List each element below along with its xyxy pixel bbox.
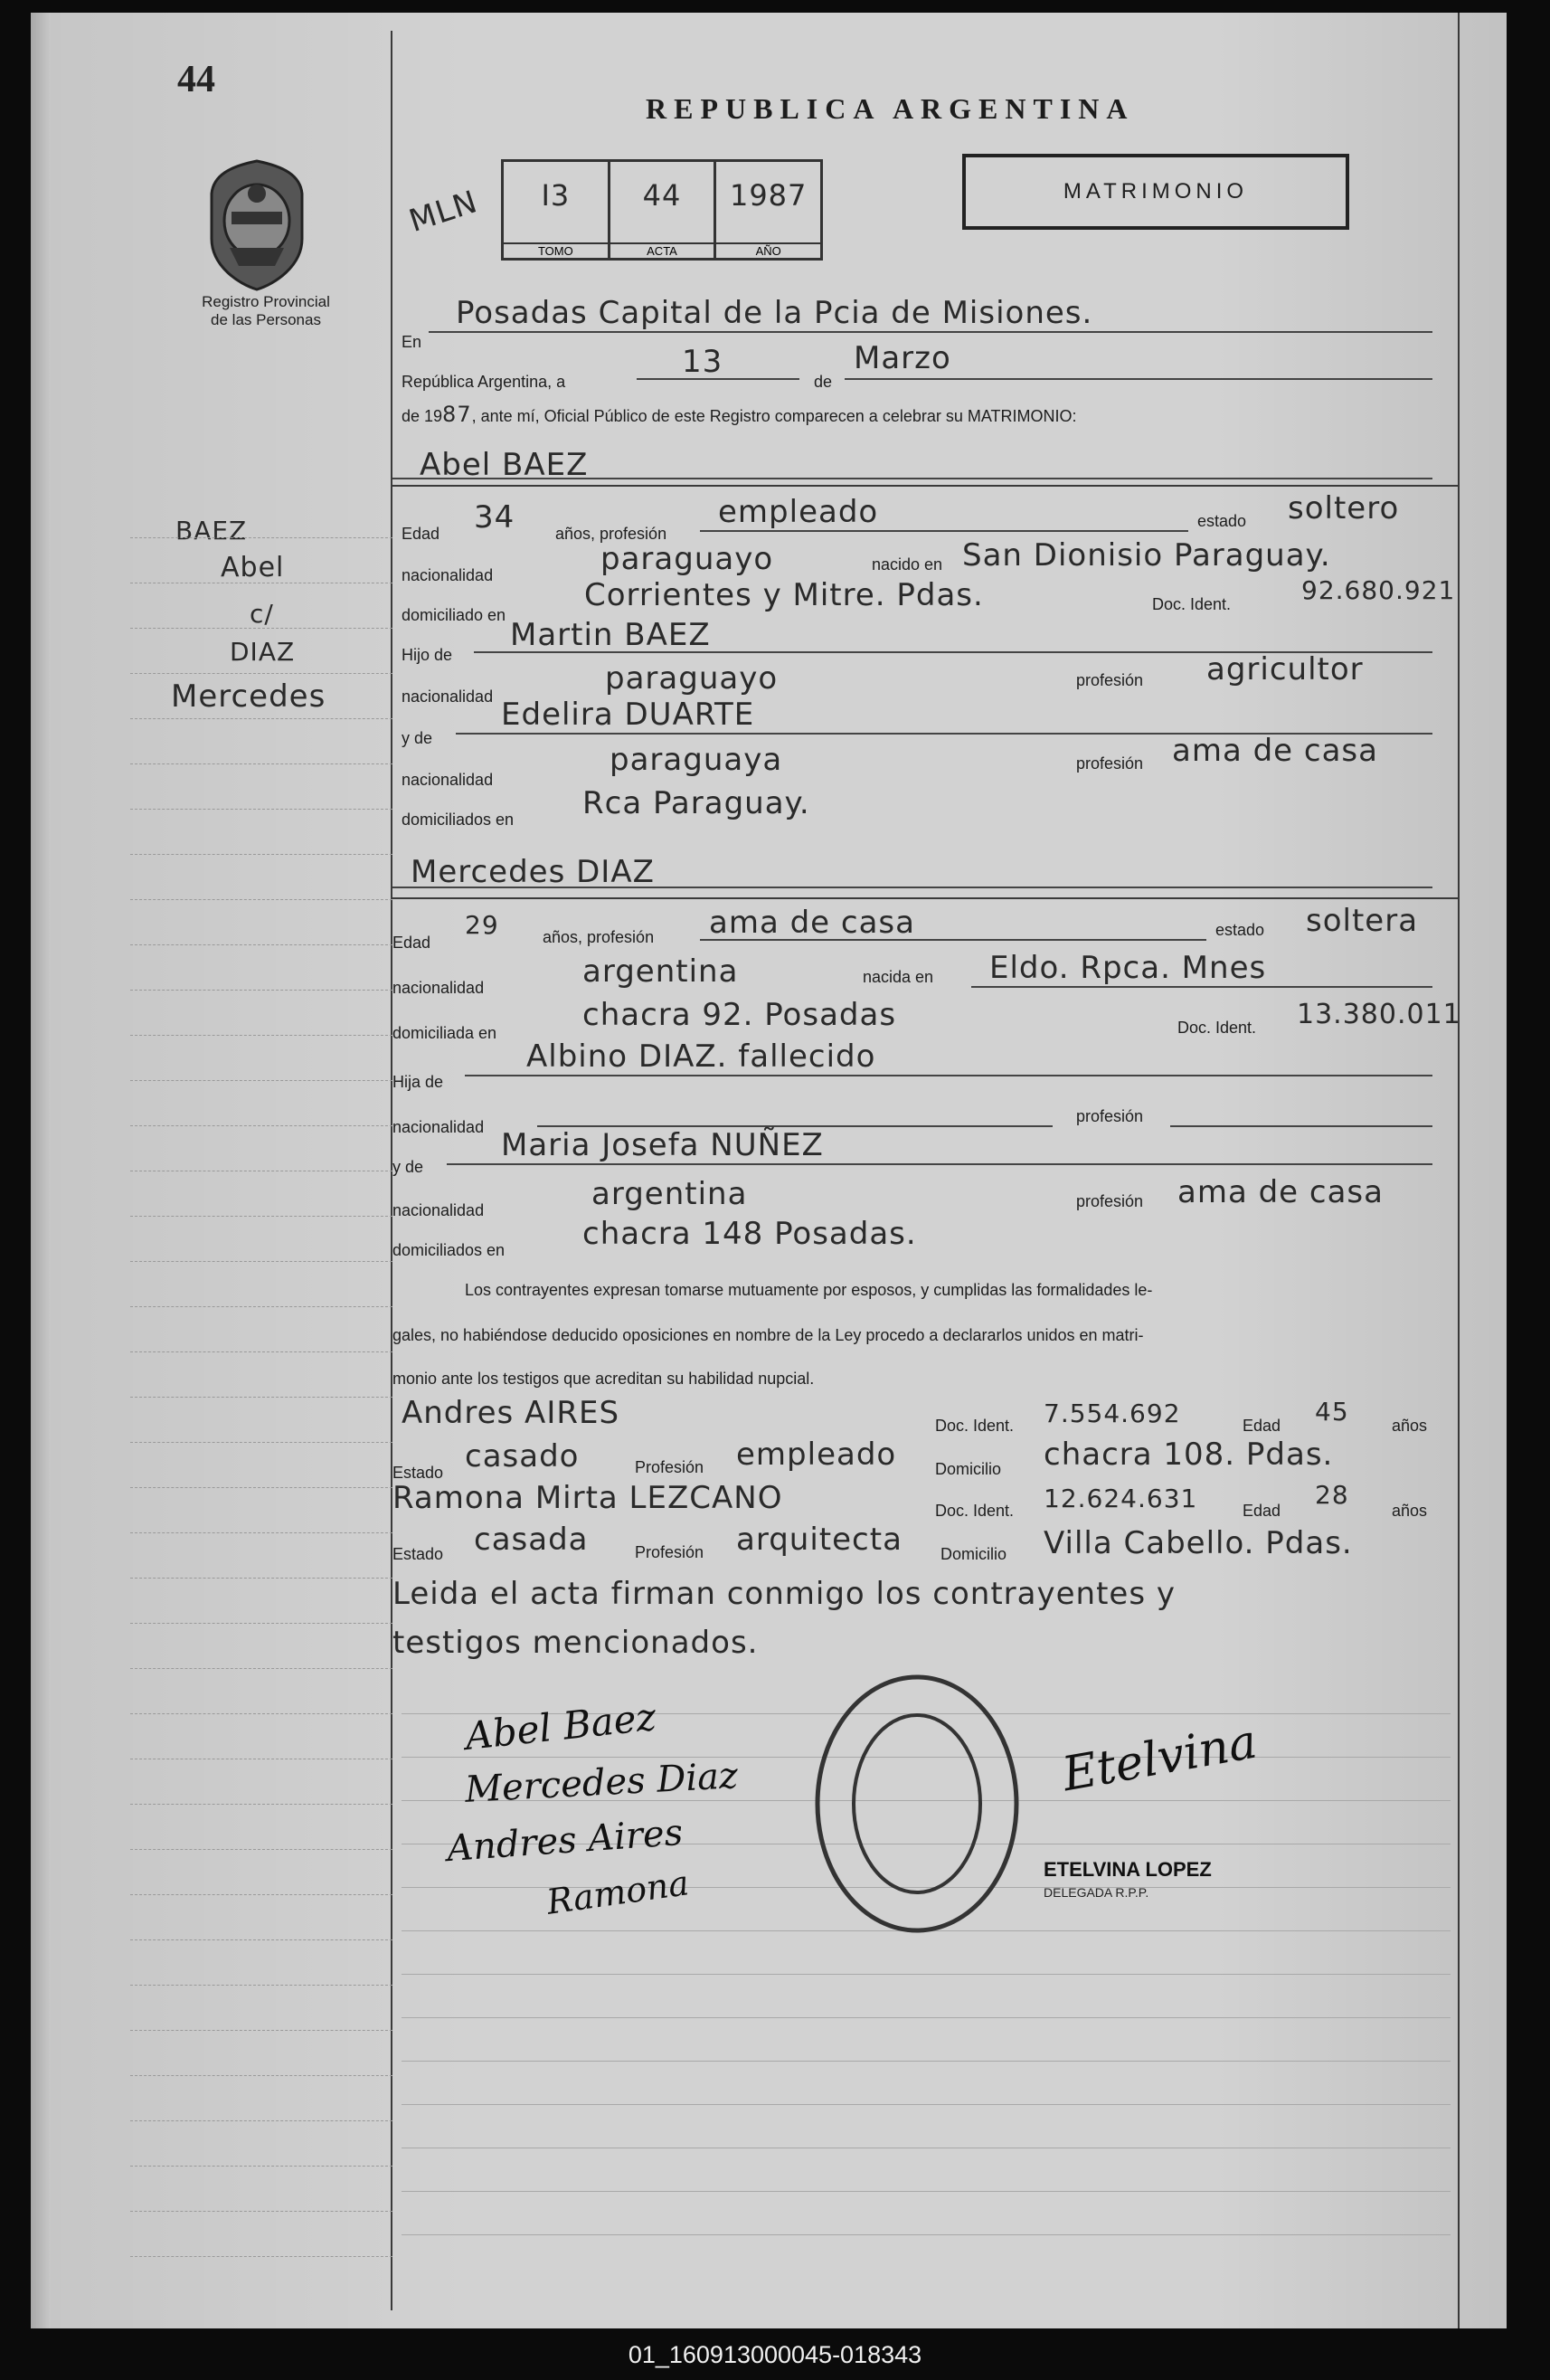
ruled-line [402,2191,1451,2192]
tomo-cell [504,162,610,258]
bride-parents-dom: chacra 148 Posadas. [582,1216,917,1252]
registry-line2: de las Personas [211,311,321,328]
margin-ruled-line [130,1080,392,1082]
signature-groom: Abel Baez [463,1694,658,1759]
bride-nacido: Eldo. Rpca. Mnes [989,950,1267,986]
bride-father-prof-line [1170,1095,1432,1127]
intro-statement: , ante mí, Oficial Público de este Registro comparecen a celebrar su MATRIMONIO: [471,407,1077,425]
margin-note-first-name: Abel [221,552,285,583]
groom-nacido-label: nacido en [872,555,943,574]
acta-value: 44 [642,178,682,213]
margin-ruled-line [130,628,392,630]
groom-name-line [392,447,1432,479]
coat-of-arms-emblem [203,157,311,293]
margin-ruled-line [130,1849,392,1851]
margin-ruled-line [130,1578,392,1579]
groom-father: Martin BAEZ [510,617,711,653]
signature-witness1: Andres Aires [445,1811,685,1871]
margin-ruled-line [130,673,392,675]
witness1-estado-label: Estado [392,1464,444,1482]
anio-label: AÑO [716,242,820,258]
bride-estado-label: estado [1215,921,1265,939]
bride-mother-prof: ama de casa [1177,1174,1384,1210]
right-border [1458,13,1460,2328]
bride-estado: soltera [1306,903,1419,939]
margin-ruled-line [130,1171,392,1172]
groom-profesion: empleado [718,494,879,530]
intro-de-label: de [814,373,833,391]
groom-mother-prof: ama de casa [1172,733,1378,769]
witness1-doc: 7.554.692 [1044,1399,1181,1428]
margin-ruled-line [130,1894,392,1896]
groom-mother: Edelira DUARTE [501,697,755,733]
registry-line1: Registro Provincial [202,293,330,310]
margin-note-connector: c/ [250,599,274,629]
groom-estado-label: estado [1197,512,1247,530]
margin-ruled-line [130,583,392,584]
witness2-prof: arquitecta [736,1522,903,1558]
witness1-anos-label: años [1392,1417,1428,1435]
witness1-estado: casado [465,1438,580,1474]
margin-ruled-line [130,899,392,901]
groom-edad-label: Edad [402,525,440,543]
witness2-estado-label: Estado [392,1545,444,1563]
witness1-edad-label: Edad [1243,1417,1281,1435]
bride-father-prof-label: profesión [1076,1107,1144,1125]
margin-ruled-line [130,809,392,811]
record-id-box [501,159,823,261]
margin-ruled-line [130,1306,392,1308]
registrar-initials: MLN [404,184,483,240]
margin-ruled-line [130,990,392,991]
acta-cell [610,162,717,258]
bride-father: Albino DIAZ. fallecido [526,1038,876,1075]
bride-dom: chacra 92. Posadas [582,997,897,1033]
witness1-prof: empleado [736,1437,897,1473]
margin-ruled-line [130,1397,392,1399]
bride-edad: 29 [465,910,499,940]
ruled-line [402,2234,1451,2235]
groom-father-nac-label: nacionalidad [402,687,494,706]
margin-ruled-line [130,1804,392,1806]
groom-profesion-label: años, profesión [555,525,667,543]
intro-statement-row [402,402,1077,427]
bride-yde-label: y de [392,1158,424,1176]
margin-ruled-line [130,2256,392,2258]
witness2-dom: Villa Cabello. Pdas. [1044,1525,1353,1561]
groom-father-prof-label: profesión [1076,671,1144,689]
officer-name: ETELVINA LOPEZ [1044,1858,1212,1881]
witness1-name: Andres AIRES [402,1395,620,1431]
bride-mother: Maria Josefa NUÑEZ [501,1127,824,1163]
witness1-dom-label: Domicilio [935,1460,1002,1478]
margin-ruled-line [130,1985,392,1986]
margin-ruled-line [130,1035,392,1037]
intro-en-label: En [402,333,422,351]
bride-parents-dom-label: domiciliados en [392,1241,506,1259]
intro-month: Marzo [854,340,951,376]
bride-nac: argentina [582,953,739,990]
witness2-doc: 12.624.631 [1044,1484,1198,1513]
witness2-edad: 28 [1315,1480,1349,1510]
groom-yde-label: y de [402,729,433,747]
groom-dom: Corrientes y Mitre. Pdas. [584,577,984,613]
country-title: REPUBLICA ARGENTINA [646,92,1135,125]
margin-ruled-line [130,2075,392,2077]
witness1-doc-label: Doc. Ident. [935,1417,1015,1435]
witness2-anos-label: años [1392,1502,1428,1520]
groom-section-divider [392,485,1458,487]
file-id-caption: 01_160913000045-018343 [628,2341,922,2368]
bride-edad-label: Edad [392,934,431,952]
bride-mother-nac-label: nacionalidad [392,1201,485,1219]
groom-father-nac: paraguayo [605,660,779,697]
groom-hijo-label: Hijo de [402,646,453,664]
bride-mother-prof-label: profesión [1076,1192,1144,1210]
signature-bride: Mercedes Diaz [464,1755,740,1811]
closing-line2: testigos mencionados. [392,1625,759,1661]
margin-ruled-line [130,2030,392,2032]
bride-name-line [392,856,1432,888]
document-type-label: MATRIMONIO [1063,179,1249,204]
margin-ruled-line [130,1442,392,1444]
tomo-value: I3 [541,178,571,213]
bride-doc: 13.380.011 [1297,999,1461,1030]
margin-ruled-line [130,718,392,720]
witness1-edad: 45 [1315,1397,1349,1427]
groom-nac: paraguayo [600,541,774,577]
bride-profesion-label: años, profesión [543,928,655,946]
intro-republica-label: República Argentina, a [402,373,566,391]
margin-ruled-line [130,2166,392,2167]
acta-label: ACTA [610,242,714,258]
signature-witness2: Ramona [543,1863,692,1922]
declaration-line2: gales, no habiéndose deducido oposiciones en nombre de la Ley procedo a declararlos unidos en matri- [392,1326,1144,1344]
bride-mother-nac: argentina [591,1176,748,1212]
groom-doc-label: Doc. Ident. [1152,595,1232,613]
witness2-edad-label: Edad [1243,1502,1281,1520]
signature-officer: Etelvina [1058,1714,1262,1803]
margin-ruled-line [130,2120,392,2122]
intro-year-prefix: de 19 [402,407,443,425]
ruled-line [402,2017,1451,2018]
margin-note-surname: BAEZ [175,516,248,545]
bride-section-divider [392,897,1458,899]
groom-parents-dom-label: domiciliados en [402,811,515,829]
margin-ruled-line [130,1623,392,1625]
witness1-prof-label: Profesión [635,1458,704,1476]
bride-name: Mercedes DIAZ [411,854,655,890]
margin-ruled-line [130,1125,392,1127]
signatures-area [411,1695,1451,1985]
bride-nacido-label: nacida en [863,968,934,986]
anio-value: 1987 [729,178,808,213]
tomo-label: TOMO [504,242,608,258]
margin-ruled-line [130,854,392,856]
groom-estado: soltero [1288,490,1400,526]
closing-line1: Leida el acta firman conmigo los contrayentes y [392,1576,1176,1612]
page-fold [31,13,51,2328]
groom-name: Abel BAEZ [420,447,589,483]
ruled-line [402,2061,1451,2062]
bride-hija-label: Hija de [392,1073,444,1091]
groom-doc: 92.680.921 [1301,575,1456,605]
bride-doc-label: Doc. Ident. [1177,1019,1257,1037]
witness2-prof-label: Profesión [635,1543,704,1561]
groom-edad: 34 [474,499,515,536]
margin-note-bride-surname: DIAZ [230,637,296,667]
bride-father-nac-label: nacionalidad [392,1118,485,1136]
margin-ruled-line [130,1532,392,1534]
groom-dom-label: domiciliado en [402,606,506,624]
margin-ruled-line [130,1351,392,1353]
register-page [31,13,1507,2328]
margin-ruled-line [130,1668,392,1670]
witness2-estado: casada [474,1522,589,1558]
groom-nacido: San Dionisio Paraguay. [962,537,1331,574]
declaration-line1: Los contrayentes expresan tomarse mutuamente por esposos, y cumplidas las formalidades le- [465,1281,1153,1299]
intro-place: Posadas Capital de la Pcia de Misiones. [456,295,1093,331]
margin-ruled-line [130,1759,392,1760]
declaration-line3: monio ante los testigos que acreditan su habilidad nupcial. [392,1370,815,1388]
groom-parents-dom: Rca Paraguay. [582,785,810,821]
margin-ruled-line [130,537,392,539]
official-stamp [808,1668,1025,1939]
document-type-box [962,154,1349,230]
witness2-doc-label: Doc. Ident. [935,1502,1015,1520]
officer-title: DELEGADA R.P.P. [1044,1885,1149,1900]
groom-mother-prof-label: profesión [1076,754,1144,773]
margin-ruled-line [130,763,392,765]
intro-year-suffix: 87 [442,402,472,427]
margin-ruled-line [130,1939,392,1941]
bride-profesion: ama de casa [709,905,915,941]
bride-nac-label: nacionalidad [392,979,485,997]
margin-ruled-line [130,944,392,946]
groom-mother-nac: paraguaya [610,742,783,778]
anio-cell [716,162,820,258]
margin-ruled-line [130,1216,392,1218]
page-number: 44 [177,59,215,100]
bride-dom-label: domiciliada en [392,1024,497,1042]
margin-ruled-line [130,1487,392,1489]
registry-name [166,293,365,329]
groom-nac-label: nacionalidad [402,566,494,584]
margin-note-bride-name: Mercedes [171,678,326,715]
witness2-dom-label: Domicilio [940,1545,1007,1563]
margin-ruled-line [130,2211,392,2213]
ruled-line [402,2104,1451,2105]
bride-father-nac-line [537,1095,1053,1127]
witness2-name: Ramona Mirta LEZCANO [392,1480,783,1516]
margin-ruled-line [130,1261,392,1263]
witness1-dom: chacra 108. Pdas. [1044,1437,1334,1473]
groom-mother-nac-label: nacionalidad [402,771,494,789]
groom-father-prof: agricultor [1206,651,1364,687]
margin-ruled-line [130,1713,392,1715]
intro-day: 13 [682,344,723,380]
